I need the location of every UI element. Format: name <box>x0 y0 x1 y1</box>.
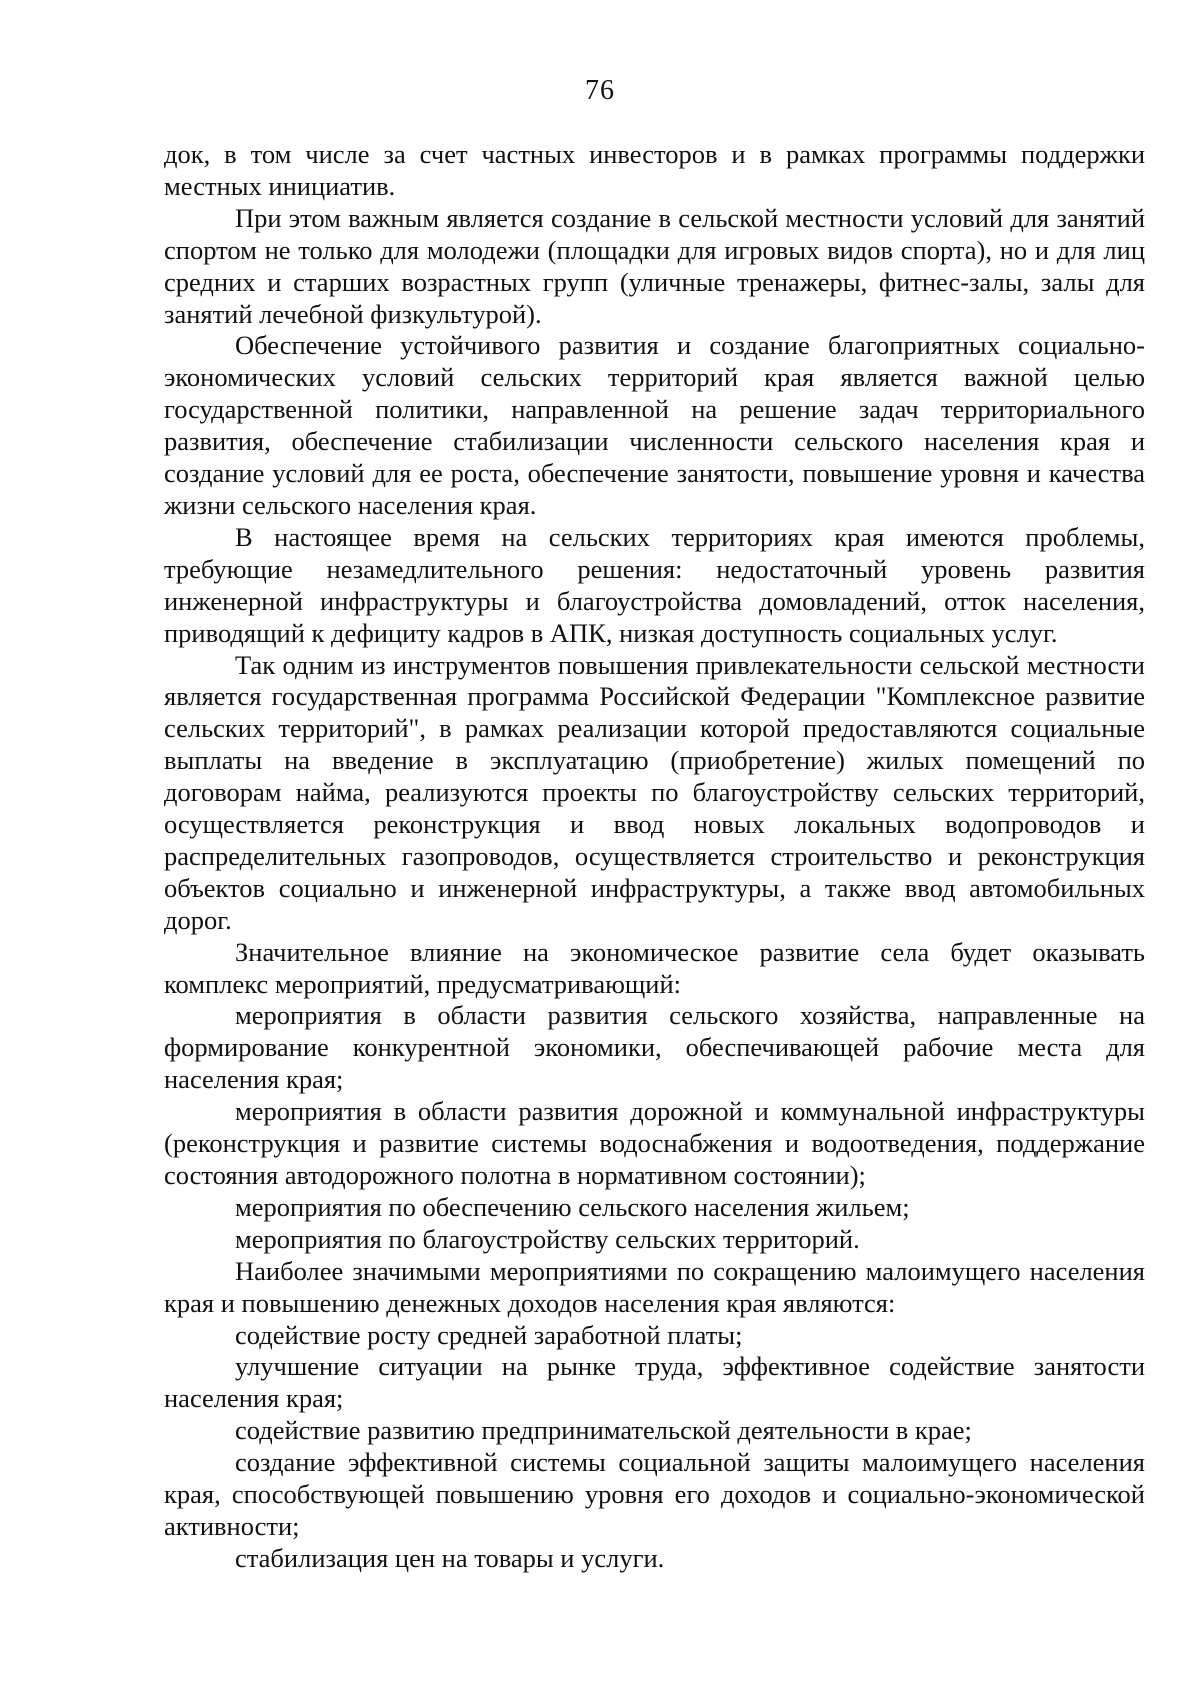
paragraph-rural-problems: В настоящее время на сельских территориях края имеются проблемы, требующие незамедлительного решения: недостаточный уровень развития инженерной инфраструктуры и благоустройства домовладений, отток населения, приводящий к дефициту кадров в АПК, низкая доступность социальных услуг. <box>164 521 1145 648</box>
paragraph-sports-conditions: При этом важным является создание в сельской местности условий для занятий спортом не только для молодежи (площадки для игровых видов спорта), но и для лиц средних и старших возрастных групп (уличные тренажеры, фитнес-залы, залы для занятий лечебной физкультурой). <box>164 202 1145 329</box>
list-item-infrastructure: мероприятия в области развития дорожной и коммунальной инфраструктуры (реконструкция и развитие системы водоснабжения и водоотведения, поддержание состояния автодорожного полотна в нормативном состоянии); <box>164 1096 1145 1190</box>
list-item-entrepreneurship: содействие развитию предпринимательской деятельности в крае; <box>235 1415 972 1446</box>
paragraph-state-program: Так одним из инструментов повышения привлекательности сельской местности является государственная программа Российской Федерации "Комплексное развитие сельских территорий", в рамках реализации которой предоставляются социальные выплаты на введение в эксплуатацию (приобретение) жилых помещений по договорам найма, реализуются проекты по благоустройству сельских территорий, осуществляется реконструкция и ввод новых локальных водопроводов и распределительных газопроводов, осуществляется строительство и реконструкция объектов социально и инженерной инфраструктуры, а также ввод автомобильных дорог. <box>164 649 1145 935</box>
list-item-landscaping: мероприятия по благоустройству сельских территорий. <box>235 1223 860 1254</box>
list-item-wage-growth: содействие росту средней заработной платы; <box>235 1319 743 1350</box>
list-item-price-stabilization: стабилизация цен на товары и услуги. <box>235 1542 665 1573</box>
paragraph-continuation: док, в том числе за счет частных инвесторов и в рамках программы поддержки местных инициатив. <box>164 139 1145 201</box>
body-text <box>164 139 1145 1575</box>
paragraph-measures-intro: Значительное влияние на экономическое развитие села будет оказывать комплекс мероприятий, предусматривающий: <box>164 936 1145 999</box>
list-item-agriculture: мероприятия в области развития сельского хозяйства, направленные на формирование конкурентной экономики, обеспечивающей рабочие места для населения края; <box>164 1000 1145 1095</box>
paragraph-poverty-measures-intro: Наиболее значимыми мероприятиями по сокращению малоимущего населения края и повышению денежных доходов населения края являются: <box>164 1255 1145 1318</box>
paragraph-sustainable-development: Обеспечение устойчивого развития и создание благоприятных социально-экономических условий сельских территорий края является важной целью государственной политики, направленной на решение задач территориального развития, обеспечение стабилизации численности сельского населения края и создание условий для ее роста, обеспечение занятости, повышение уровня и качества жизни сельского населения края. <box>164 330 1145 520</box>
list-item-labor-market: улучшение ситуации на рынке труда, эффективное содействие занятости населения края; <box>164 1351 1145 1414</box>
page-number: 76 <box>585 75 615 106</box>
list-item-social-protection: создание эффективной системы социальной защиты малоимущего населения края, способствующей повышению уровня его доходов и социально-экономической активности; <box>164 1447 1145 1541</box>
list-item-housing: мероприятия по обеспечению сельского населения жильем; <box>235 1191 910 1222</box>
